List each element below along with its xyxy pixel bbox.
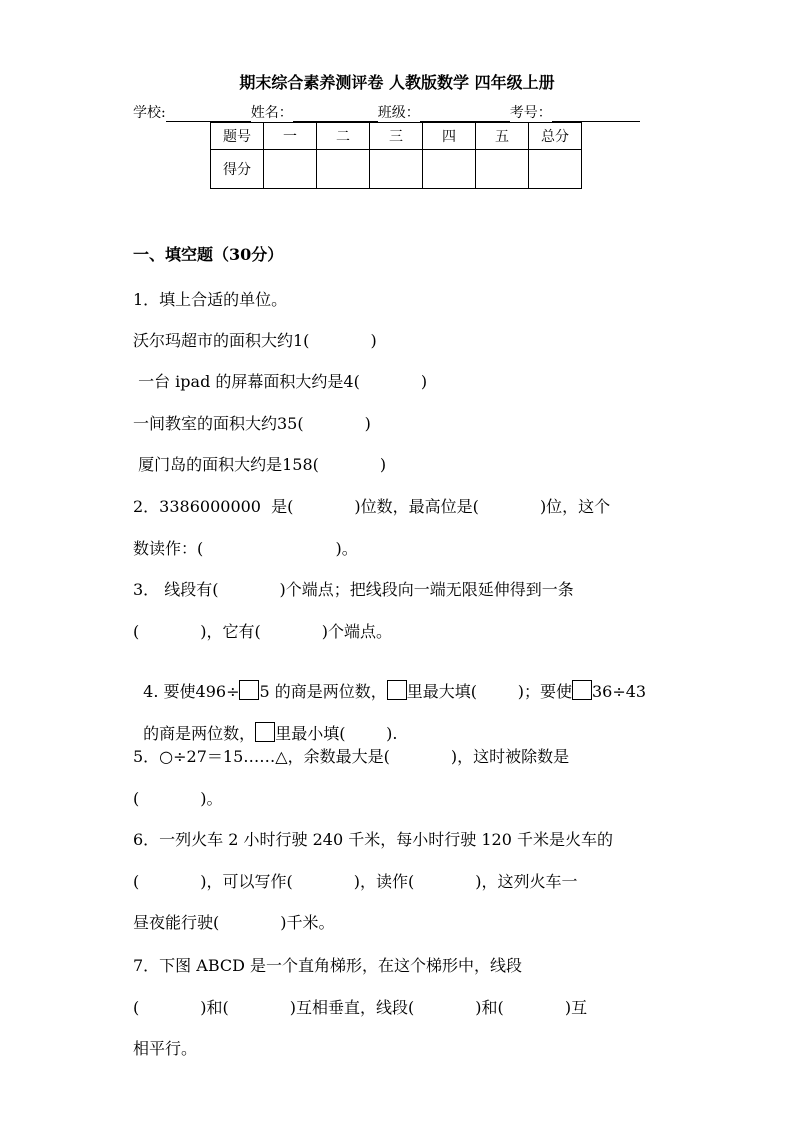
name-blank — [293, 105, 378, 122]
question-line: ( )，它有( )个端点。 — [133, 622, 393, 641]
blank-box[interactable] — [572, 680, 592, 700]
score-table-cell: 五 — [476, 123, 529, 150]
exam-no-blank — [552, 105, 640, 122]
text-fragment: 里最大填( )；要使 — [406, 682, 572, 701]
score-table-cell: 四 — [423, 123, 476, 150]
class-label: 班级： — [377, 105, 420, 121]
name-label: 姓名： — [250, 105, 293, 121]
score-table-cell: 三 — [370, 123, 423, 150]
score-input-cell[interactable] — [370, 150, 423, 189]
question-line: 3． 线段有( )个端点；把线段向一端无限延伸得到一条 — [133, 580, 574, 599]
section-title: 一、填空题（30分） — [133, 245, 284, 264]
text-fragment: 36÷43 — [591, 682, 647, 701]
question-line: 6．一列火车 2 小时行驶 240 千米，每小时行驶 120 千米是火车的 — [133, 830, 613, 849]
text-fragment: 5 的商是两位数， — [259, 682, 387, 701]
school-blank — [166, 105, 251, 122]
blank-box[interactable] — [239, 680, 259, 700]
text-fragment: 的商是两位数， — [143, 724, 256, 743]
question-line: ( )，可以写作( )，读作( )，这列火车一 — [133, 872, 578, 891]
score-input-cell[interactable] — [529, 150, 582, 189]
text-fragment: 里最小填( ). — [275, 724, 398, 743]
score-table-header-row — [211, 123, 582, 150]
question-line — [133, 702, 663, 744]
question-line — [133, 660, 663, 702]
school-label: 学校: — [133, 105, 166, 121]
question-line: 2．3386000000 是( )位数，最高位是( )位，这个 — [133, 497, 611, 516]
question-line: 1．填上合适的单位。 — [133, 290, 288, 309]
score-input-cell[interactable] — [264, 150, 317, 189]
blank-box[interactable] — [255, 722, 275, 742]
score-input-cell[interactable] — [423, 150, 476, 189]
question-line: 数读作：( )。 — [133, 539, 358, 558]
score-input-cell[interactable] — [476, 150, 529, 189]
score-table-score-row — [211, 150, 582, 189]
question-line: ( )。 — [133, 789, 223, 808]
score-input-cell[interactable] — [317, 150, 370, 189]
score-table — [210, 122, 582, 189]
question-line: 沃尔玛超市的面积大约1( ) — [133, 331, 377, 350]
score-table-cell: 一 — [264, 123, 317, 150]
question-line: 一台 ipad 的屏幕面积大约是4( ) — [133, 372, 428, 391]
question-line: 厦门岛的面积大约是158( ) — [133, 455, 387, 474]
question-line: 5．○÷27＝15……△，余数最大是( )，这时被除数是 — [133, 747, 570, 766]
score-table-cell: 总分 — [529, 123, 582, 150]
student-info-row — [133, 102, 640, 122]
exam-title: 期末综合素养测评卷 人教版数学 四年级上册 — [239, 73, 555, 92]
question-line: 昼夜能行驶( )千米。 — [133, 913, 335, 932]
question-line: 7．下图 ABCD 是一个直角梯形，在这个梯形中，线段 — [133, 956, 523, 975]
score-table-cell: 得分 — [211, 150, 264, 189]
exam-no-label: 考号： — [509, 105, 552, 121]
class-blank — [420, 105, 510, 122]
question-line: 相平行。 — [133, 1039, 198, 1058]
text-fragment: 4. 要使496÷ — [143, 682, 240, 701]
score-table-cell: 二 — [317, 123, 370, 150]
score-table-cell: 题号 — [211, 123, 264, 150]
question-line: ( )和( )互相垂直，线段( )和( )互 — [133, 998, 588, 1017]
question-line: 一间教室的面积大约35( ) — [133, 414, 371, 433]
blank-box[interactable] — [387, 680, 407, 700]
